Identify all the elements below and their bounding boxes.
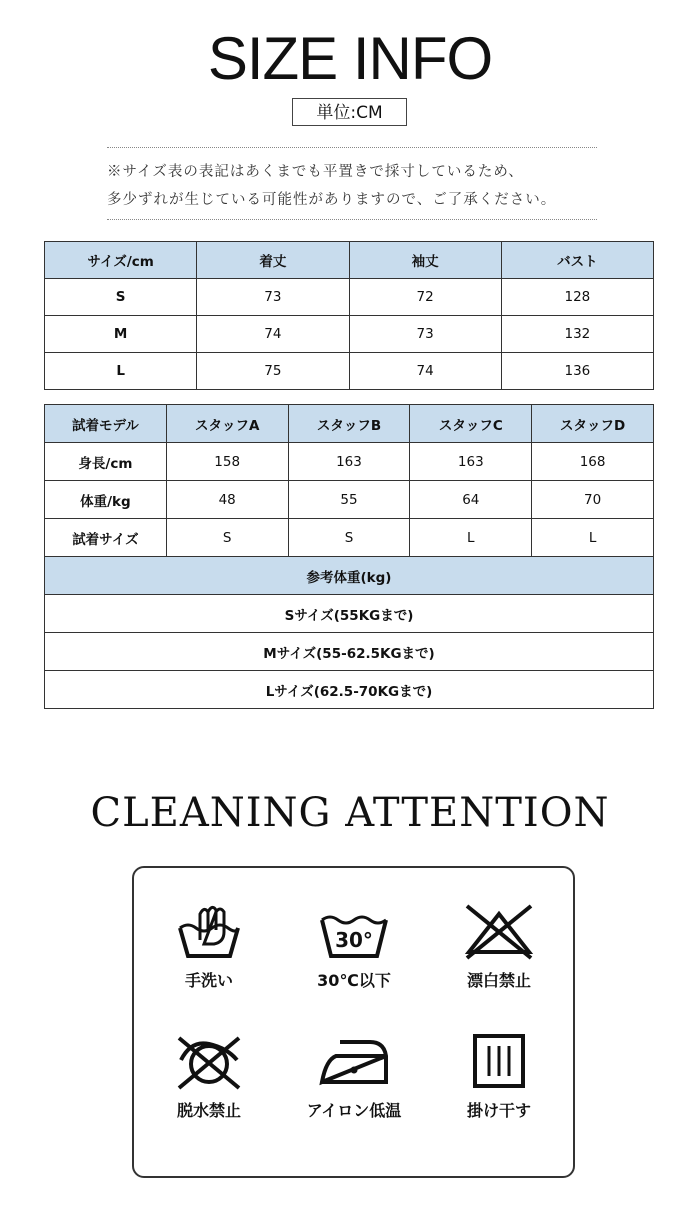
table-cell: 体重/kg	[45, 481, 167, 519]
care-item	[139, 900, 279, 991]
reference-weight-row: Sサイズ(55KGまで)	[45, 595, 654, 633]
iron-low-icon	[314, 1030, 394, 1092]
table-cell: 試着サイズ	[45, 519, 167, 557]
care-label: 手洗い	[184, 971, 233, 990]
table-cell: 73	[197, 279, 349, 316]
wash-30-icon	[316, 900, 392, 962]
table-cell: L	[410, 519, 532, 557]
table-cell: 74	[349, 353, 501, 390]
table-cell: S	[166, 519, 288, 557]
cleaning-title: CLEANING ATTENTION	[90, 790, 610, 836]
table-cell: S	[45, 279, 197, 316]
table-cell: 70	[532, 481, 654, 519]
table-cell: L	[45, 353, 197, 390]
care-label: 漂白禁止	[466, 971, 531, 990]
no-bleach-icon	[461, 900, 537, 962]
care-label: アイロン低温	[306, 1101, 402, 1120]
table-header-row	[45, 557, 654, 595]
table-cell: M	[45, 316, 197, 353]
reference-weight-row: Mサイズ(55-62.5KGまで)	[45, 633, 654, 671]
temperature-badge: 30°	[335, 928, 373, 952]
table-row	[45, 633, 654, 671]
table-header: 袖丈	[349, 242, 501, 279]
table-row	[45, 353, 654, 390]
table-cell: L	[532, 519, 654, 557]
note-line-1: ※サイズ表の表記はあくまでも平置きで採寸しているため、	[107, 164, 524, 180]
divider	[107, 147, 597, 148]
size-table	[44, 241, 654, 390]
table-header: 試着モデル	[45, 405, 167, 443]
note-line-2: 多少ずれが生じている可能性がありますので、ご了承ください。	[107, 192, 557, 208]
hand-wash-icon	[174, 900, 244, 962]
model-table	[44, 404, 654, 709]
table-cell: 55	[288, 481, 410, 519]
table-row	[45, 519, 654, 557]
care-item	[284, 1030, 424, 1121]
table-header: バスト	[501, 242, 653, 279]
table-cell: 132	[501, 316, 653, 353]
table-header: スタッフA	[166, 405, 288, 443]
care-label: 30℃以下	[317, 971, 391, 990]
table-header: スタッフB	[288, 405, 410, 443]
table-row	[45, 481, 654, 519]
table-cell: 身長/cm	[45, 443, 167, 481]
table-row	[45, 443, 654, 481]
reference-weight-row: Lサイズ(62.5-70KGまで)	[45, 671, 654, 709]
table-header-row	[45, 242, 654, 279]
care-instructions-panel	[132, 866, 575, 1178]
table-cell: 73	[349, 316, 501, 353]
table-cell: 75	[197, 353, 349, 390]
table-cell: 64	[410, 481, 532, 519]
hang-dry-icon	[469, 1030, 529, 1092]
table-header: スタッフD	[532, 405, 654, 443]
table-header: スタッフC	[410, 405, 532, 443]
care-item	[429, 900, 569, 991]
table-cell: 136	[501, 353, 653, 390]
table-row	[45, 595, 654, 633]
table-cell: 72	[349, 279, 501, 316]
care-item	[284, 900, 424, 991]
table-header: 着丈	[197, 242, 349, 279]
table-header: サイズ/cm	[45, 242, 197, 279]
care-label: 脱水禁止	[176, 1101, 241, 1120]
table-cell: 168	[532, 443, 654, 481]
table-cell: 158	[166, 443, 288, 481]
care-item	[139, 1030, 279, 1121]
table-header-row	[45, 405, 654, 443]
table-cell: 48	[166, 481, 288, 519]
care-item	[429, 1030, 569, 1121]
care-label: 掛け干す	[466, 1101, 531, 1120]
table-cell: 163	[288, 443, 410, 481]
table-cell: 74	[197, 316, 349, 353]
table-cell: 128	[501, 279, 653, 316]
unit-label: 単位:CM	[292, 98, 407, 126]
page-title: SIZE INFO	[207, 25, 493, 92]
table-cell: 163	[410, 443, 532, 481]
divider	[107, 219, 597, 220]
no-wring-icon	[171, 1030, 247, 1092]
table-cell: S	[288, 519, 410, 557]
table-row	[45, 316, 654, 353]
table-row	[45, 671, 654, 709]
reference-weight-header: 参考体重(kg)	[45, 557, 654, 595]
table-row	[45, 279, 654, 316]
